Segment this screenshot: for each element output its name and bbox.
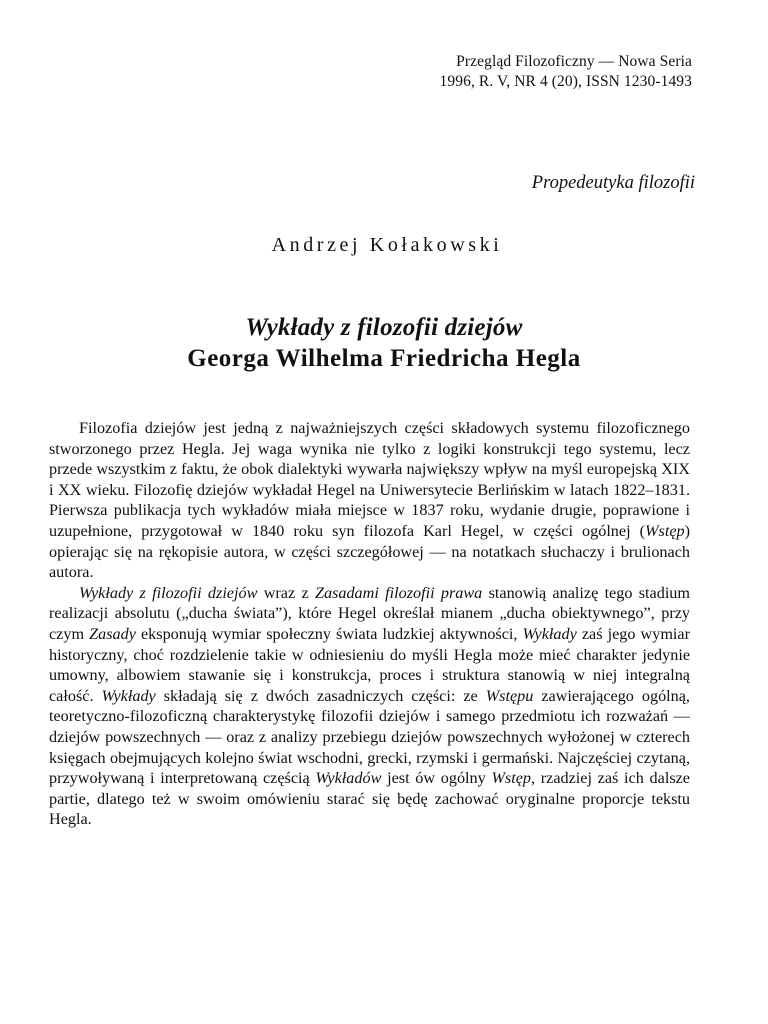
article-title	[0, 313, 768, 375]
text-span: jest ów ogólny	[381, 769, 492, 788]
italic-title-span: Wstępu	[485, 686, 534, 705]
journal-header	[440, 52, 692, 92]
body-paragraph	[49, 583, 690, 830]
italic-title-span: Zasady	[89, 624, 136, 643]
italic-title-span: Wstęp	[491, 769, 531, 788]
italic-title-span: Wykładów	[315, 769, 382, 788]
text-span: stanowią analizę tego stadium realizacji absolutu („ducha świata”), które Hegel określał mianem „ducha obiektywnego”, przy czym	[49, 583, 690, 643]
text-span: Filozofia dziejów jest jedną z najważniejszych części składowych systemu filozoficznego stworzonego przez Hegla. Jej waga wynika nie tylko z logiki konstrukcji tego systemu, lecz przede wszystkim z faktu, że obok dialektyki wywarła największy wpływ na myśl europejską XIX i XX wieku. Filozofię dziejów wykładał Hegel na Uniwersytecie Berlińskim w latach 1822–1831. Pierwsza publikacja tych wykładów miała miejsce w 1837 roku, wydanie drugie, poprawione i uzupełnione, przygotował w 1840 roku syn filozofa Karl Hegel, w części ogólnej (	[49, 419, 690, 540]
italic-title-span: Wykłady z filozofii dziejów	[79, 583, 258, 602]
text-span: wraz z	[257, 583, 315, 602]
italic-title-span: Wstęp	[645, 521, 685, 540]
text-span: zawierającego ogólną, teoretyczno-filozoficzną charakterystykę filozofii dziejów i samego przedmiotu ich rozważań — dziejów powszechnych — oraz z analizy przebiegu dziejów powszechnych wyłożonej w czterech księgach obejmujących kolejno świat wschodni, grecki, rzymski i germański. Najczęściej czytaną, przywoływaną i interpretowaną częścią	[49, 686, 690, 788]
article-body	[49, 418, 690, 830]
journal-issue-line: 1996, R. V, NR 4 (20), ISSN 1230-1493	[439, 73, 692, 90]
italic-title-span: Wykłady	[522, 624, 577, 643]
text-span: , rzadziej zaś ich dalsze partie, dlatego też w swoim omówieniu starać się będę zachować oryginalne proporcje tekstu Hegla.	[49, 769, 690, 829]
text-span: ) opierając się na rękopisie autora, w części szczegółowej — na notatkach słuchaczy i brulionach autora.	[49, 521, 690, 582]
author-name: Andrzej Kołakowski	[271, 234, 503, 256]
section-title: Propedeutyka filozofii	[531, 173, 695, 193]
title-line-1: Wykłady z filozofii dziejów	[245, 314, 523, 341]
journal-title-line: Przegląd Filozoficzny — Nowa Seria	[456, 53, 692, 70]
text-span: składają się z dwóch zasadniczych części: ze	[155, 686, 486, 705]
italic-title-span: Wykłady	[101, 686, 156, 705]
title-line-2: Georga Wilhelma Friedricha Hegla	[187, 345, 581, 372]
text-span: zaś jego wymiar historyczny, choć rozdzielenie takie w odniesieniu do myśli Hegla może mieć charakter jedynie umowny, albowiem stawanie się i konstrukcja, proces i struktura stanowią w niej integralną całość.	[49, 624, 690, 705]
italic-title-span: Zasadami filozofii prawa	[314, 583, 483, 602]
body-paragraph	[49, 418, 690, 583]
text-span: eksponują wymiar społeczny świata ludzkiej aktywności,	[135, 624, 523, 643]
